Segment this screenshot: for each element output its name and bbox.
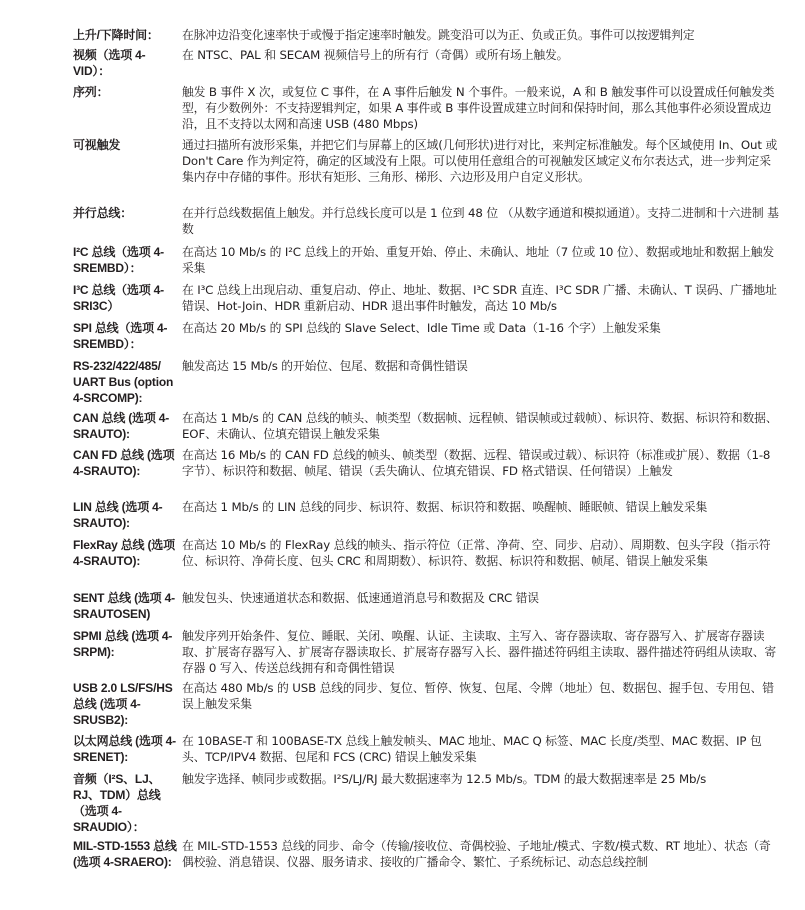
spec-term: USB 2.0 LS/FS/HS 总线 (选项 4-SRUSB2): <box>73 681 173 727</box>
spec-description: 在 NTSC、PAL 和 SECAM 视频信号上的所有行（奇偶）或所有场上触发。 <box>182 48 569 62</box>
spec-term: CAN FD 总线 (选项 4-SRAUTO): <box>73 448 175 478</box>
spec-term: SENT 总线 (选项 4-SRAUTOSEN) <box>73 591 175 621</box>
spec-term: I³C 总线（选项 4-SRI3C） <box>73 283 164 313</box>
spec-term: SPI 总线（选项 4-SREMBD）： <box>73 321 168 351</box>
spec-term: 音频（I²S、LJ、RJ、TDM）总线 （选项 4-SRAUDIO）： <box>73 772 161 834</box>
spec-description: 通过扫描所有波形采集，并把它们与屏幕上的区域(几何形状)进行对比，来判定标准触发。每个区域使用 In、Out 或 Don't Care 作为判定符，确定的区域没有上限。可以使用任意组合的可视触发区域定义布尔表达式，进一步判定采集内存中存储的事件。形状有矩形、三角形、梯形、六边形及用户自定义形状。 <box>182 138 778 184</box>
spec-description: 在高达 1 Mb/s 的 CAN 总线的帧头、帧类型（数据帧、远程帧、错误帧或过载帧）、标识符、数据、标识符和数据、EOF、未确认、位填充错误上触发采集 <box>182 411 778 441</box>
spec-description: 触发高达 15 Mb/s 的开始位、包尾、数据和奇偶性错误 <box>182 359 468 373</box>
spec-term: I²C 总线（选项 4-SREMBD）： <box>73 245 164 275</box>
spec-description: 在高达 10 Mb/s 的 I²C 总线上的开始、重复开始、停止、未确认、地址（7 位或 10 位）、数据或地址和数据上触发采集 <box>182 245 775 275</box>
spec-term: 并行总线： <box>73 206 133 220</box>
spec-term: 以太网总线 (选项 4-SRENET): <box>73 734 176 764</box>
spec-term: LIN 总线 (选项 4-SRAUTO): <box>73 500 163 530</box>
spec-term: MIL-STD-1553 总线 (选项 4-SRAERO): <box>73 839 177 869</box>
spec-description: 在 MIL-STD-1553 总线的同步、命令（传输/接收位、奇偶校验、子地址/模式、字数/模式数、RT 地址）、状态（奇偶校验、消息错误、仪器、服务请求、接收的广播命令、繁忙、子系统标记、动态总线控制 <box>182 839 771 869</box>
spec-description: 触发序列开始条件、复位、睡眠、关闭、唤醒、认证、主读取、主写入、寄存器读取、寄存器写入、扩展寄存器读取、扩展寄存器写入、扩展寄存器读取长、扩展寄存器写入长、器件描述符码组主读取、器件描述符码组从读取、寄存器 0 写入、传送总线拥有和奇偶性错误 <box>182 629 776 675</box>
spec-description: 触发字选择、帧同步或数据。I²S/LJ/RJ 最大数据速率为 12.5 Mb/s。TDM 的最大数据速率是 25 Mb/s <box>182 772 707 786</box>
spec-description: 在高达 480 Mb/s 的 USB 总线的同步、复位、暂停、恢复、包尾、令牌（地址）包、数据包、握手包、专用包、错误上触发采集 <box>182 681 774 711</box>
spec-description: 在脉冲边沿变化速率快于或慢于指定速率时触发。跳变沿可以为正、负或正负。事件可以按逻辑判定 <box>182 28 695 42</box>
spec-description: 在高达 20 Mb/s 的 SPI 总线的 Slave Select、Idle Time 或 Data（1-16 个字）上触发采集 <box>182 321 661 335</box>
spec-description: 触发包头、快速通道状态和数据、低速通道消息号和数据及 CRC 错误 <box>182 591 539 605</box>
spec-term: RS-232/422/485/ UART Bus (option 4-SRCOMP): <box>73 359 174 405</box>
spec-term: 可视触发 <box>73 138 121 152</box>
spec-description: 在高达 1 Mb/s 的 LIN 总线的同步、标识符、数据、标识符和数据、唤醒帧、睡眠帧、错误上触发采集 <box>182 500 708 514</box>
spec-description: 触发 B 事件 X 次，或复位 C 事件，在 A 事件后触发 N 个事件。一般来说，A 和 B 触发事件可以设置成任何触发类型，有少数例外：不支持逻辑判定，如果 A 事件或 B 事件设置成建立时间和保持时间，那么其他事件必须设置成边沿，且不支持以太网和高速 USB (480 Mbps) <box>182 85 775 131</box>
spec-description: 在并行总线数据值上触发。并行总线长度可以是 1 位到 48 位 （从数字通道和模拟通道）。支持二进制和十六进制 基数 <box>182 206 779 236</box>
spec-description: 在 I³C 总线上出现启动、重复启动、停止、地址、数据、I³C SDR 直连、I³C SDR 广播、未确认、T 误码、广播地址错误、Hot-Join、HDR 重新启动、HDR 退出事件时触发，高达 10 Mb/s <box>182 283 777 313</box>
spec-term: 视频（选项 4-VID）： <box>73 48 146 78</box>
spec-description: 在 10BASE-T 和 100BASE-TX 总线上触发帧头、MAC 地址、MAC Q 标签、MAC 长度/类型、MAC 数据、IP 包头、TCP/IPV4 数据、包尾和 FCS (CRC) 错误上触发采集 <box>182 734 762 764</box>
spec-term: CAN 总线 (选项 4-SRAUTO): <box>73 411 170 441</box>
spec-term: FlexRay 总线 (选项 4-SRAUTO): <box>73 538 175 568</box>
spec-description: 在高达 16 Mb/s 的 CAN FD 总线的帧头、帧类型（数据、远程、错误或过载）、标识符（标准或扩展）、数据（1-8 字节）、标识符和数据、帧尾、错误（丢失确认、位填充错误、FD 格式错误、任何错误）上触发 <box>182 448 771 478</box>
spec-term: 序列： <box>73 85 109 99</box>
spec-description: 在高达 10 Mb/s 的 FlexRay 总线的帧头、指示符位（正常、净荷、空、同步、启动）、周期数、包头字段（指示符位、标识符、净荷长度、包头 CRC 和周期数）、标识符、数据、标识符和数据、帧尾、错误上触发采集 <box>182 538 771 568</box>
spec-term: SPMI 总线 (选项 4-SRPM): <box>73 629 173 659</box>
spec-term: 上升/下降时间： <box>73 28 159 42</box>
